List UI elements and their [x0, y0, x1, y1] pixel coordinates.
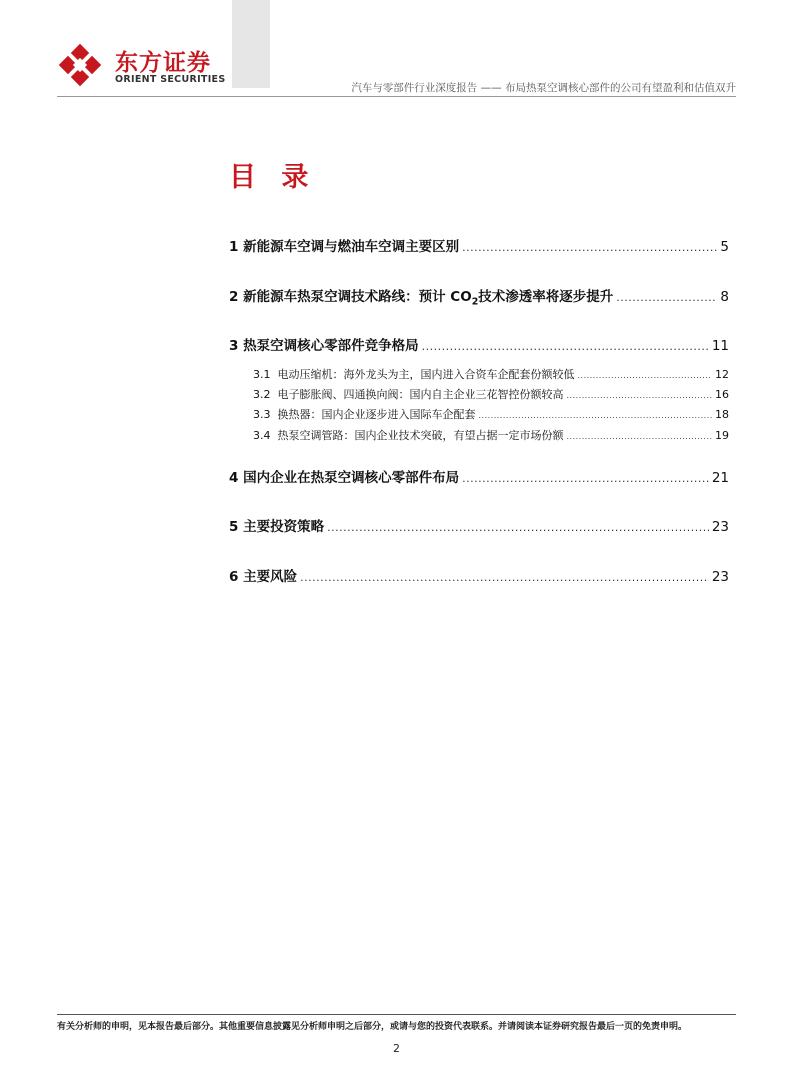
- toc-entry-label: 电动压缩机：海外龙头为主，国内进入合资车企配套份额较低: [277, 368, 575, 381]
- toc-leader-dots: [462, 241, 717, 254]
- toc-entry-text-pre: 2 新能源车热泵空调技术路线：预计 CO: [229, 289, 472, 305]
- toc-entry-text: [253, 386, 564, 402]
- toc-page-number: 12: [715, 368, 729, 381]
- toc-page-number: 5: [720, 239, 729, 255]
- toc-entry-3-4[interactable]: [253, 427, 729, 443]
- toc-entry-text: [253, 366, 575, 382]
- toc-entry-number: 3.4: [253, 429, 271, 442]
- toc-entry-text: 6 主要风险: [229, 569, 298, 585]
- toc-leader-dots: [462, 472, 709, 485]
- toc-leader-dots: [616, 291, 717, 304]
- toc-leader-dots: [578, 371, 713, 380]
- toc-leader-dots: [479, 411, 713, 420]
- toc-leader-dots: [300, 571, 709, 584]
- toc-page-number: 21: [711, 470, 729, 486]
- toc-title: 目 录: [229, 162, 317, 193]
- header-divider: [57, 96, 736, 97]
- toc-entry-4[interactable]: [229, 466, 729, 486]
- brand-name-en: ORIENT SECURITIES: [115, 74, 226, 85]
- toc-entry-text-post: 技术渗透率将逐步提升: [478, 289, 614, 305]
- toc-entry-5[interactable]: [229, 515, 729, 535]
- toc-entry-label: 电子膨胀阀、四通换向阀：国内自主企业三花智控份额较高: [277, 388, 564, 401]
- toc-entry-text: [253, 427, 564, 443]
- toc-entry-text: 1 新能源车空调与燃油车空调主要区别: [229, 239, 460, 255]
- report-title: 汽车与零部件行业深度报告 —— 布局热泵空调核心部件的公司有望盈利和估值双升: [351, 82, 736, 94]
- company-logo: [57, 42, 227, 88]
- toc-entry-number: 3.1: [253, 368, 271, 381]
- toc-entry-1[interactable]: [229, 235, 729, 255]
- orient-logo-icon: [57, 42, 103, 88]
- toc-page-number: 16: [715, 388, 729, 401]
- toc-entry-text: [253, 406, 476, 422]
- toc-entry-3-3[interactable]: [253, 406, 729, 422]
- toc-page-number: 19: [715, 429, 729, 442]
- brand-name-cn: 东方证券: [115, 50, 211, 76]
- toc-leader-dots: [327, 521, 709, 534]
- footer-divider: [57, 1014, 736, 1015]
- toc-entry-3-2[interactable]: [253, 386, 729, 402]
- toc-page-number: 18: [715, 408, 729, 421]
- toc-entry-3[interactable]: [229, 334, 729, 354]
- toc-page-number: 8: [720, 289, 729, 305]
- toc-leader-dots: [567, 432, 713, 441]
- toc-page-number: 23: [711, 569, 729, 585]
- toc-page-number: 11: [711, 338, 729, 354]
- toc-entry-text: 4 国内企业在热泵空调核心零部件布局: [229, 470, 460, 486]
- toc-entry-number: 3.2: [253, 388, 271, 401]
- toc-entry-label: 换热器：国内企业逐步进入国际车企配套: [277, 408, 476, 421]
- toc-entry-2[interactable]: [229, 285, 729, 308]
- header-gray-band: [232, 0, 270, 88]
- toc-entry-number: 3.3: [253, 408, 271, 421]
- toc-entry-text: [229, 285, 613, 308]
- toc-entry-text: 3 热泵空调核心零部件竞争格局: [229, 338, 419, 354]
- toc-page-number: 23: [711, 519, 729, 535]
- footer-disclaimer: 有关分析师的申明，见本报告最后部分。其他重要信息披露见分析师申明之后部分，或请与您的投资代表联系。并请阅读本证券研究报告最后一页的免责申明。: [57, 1022, 688, 1032]
- toc-entry-3-1[interactable]: [253, 366, 729, 382]
- toc-entry-text: 5 主要投资策略: [229, 519, 325, 535]
- toc-leader-dots: [567, 391, 713, 400]
- toc-leader-dots: [422, 340, 709, 353]
- toc-entry-label: 热泵空调管路：国内企业技术突破，有望占据一定市场份额: [277, 429, 564, 442]
- toc-entry-6[interactable]: [229, 565, 729, 585]
- toc-entry-subscript: 2: [471, 296, 479, 308]
- page-number: 2: [393, 1042, 400, 1055]
